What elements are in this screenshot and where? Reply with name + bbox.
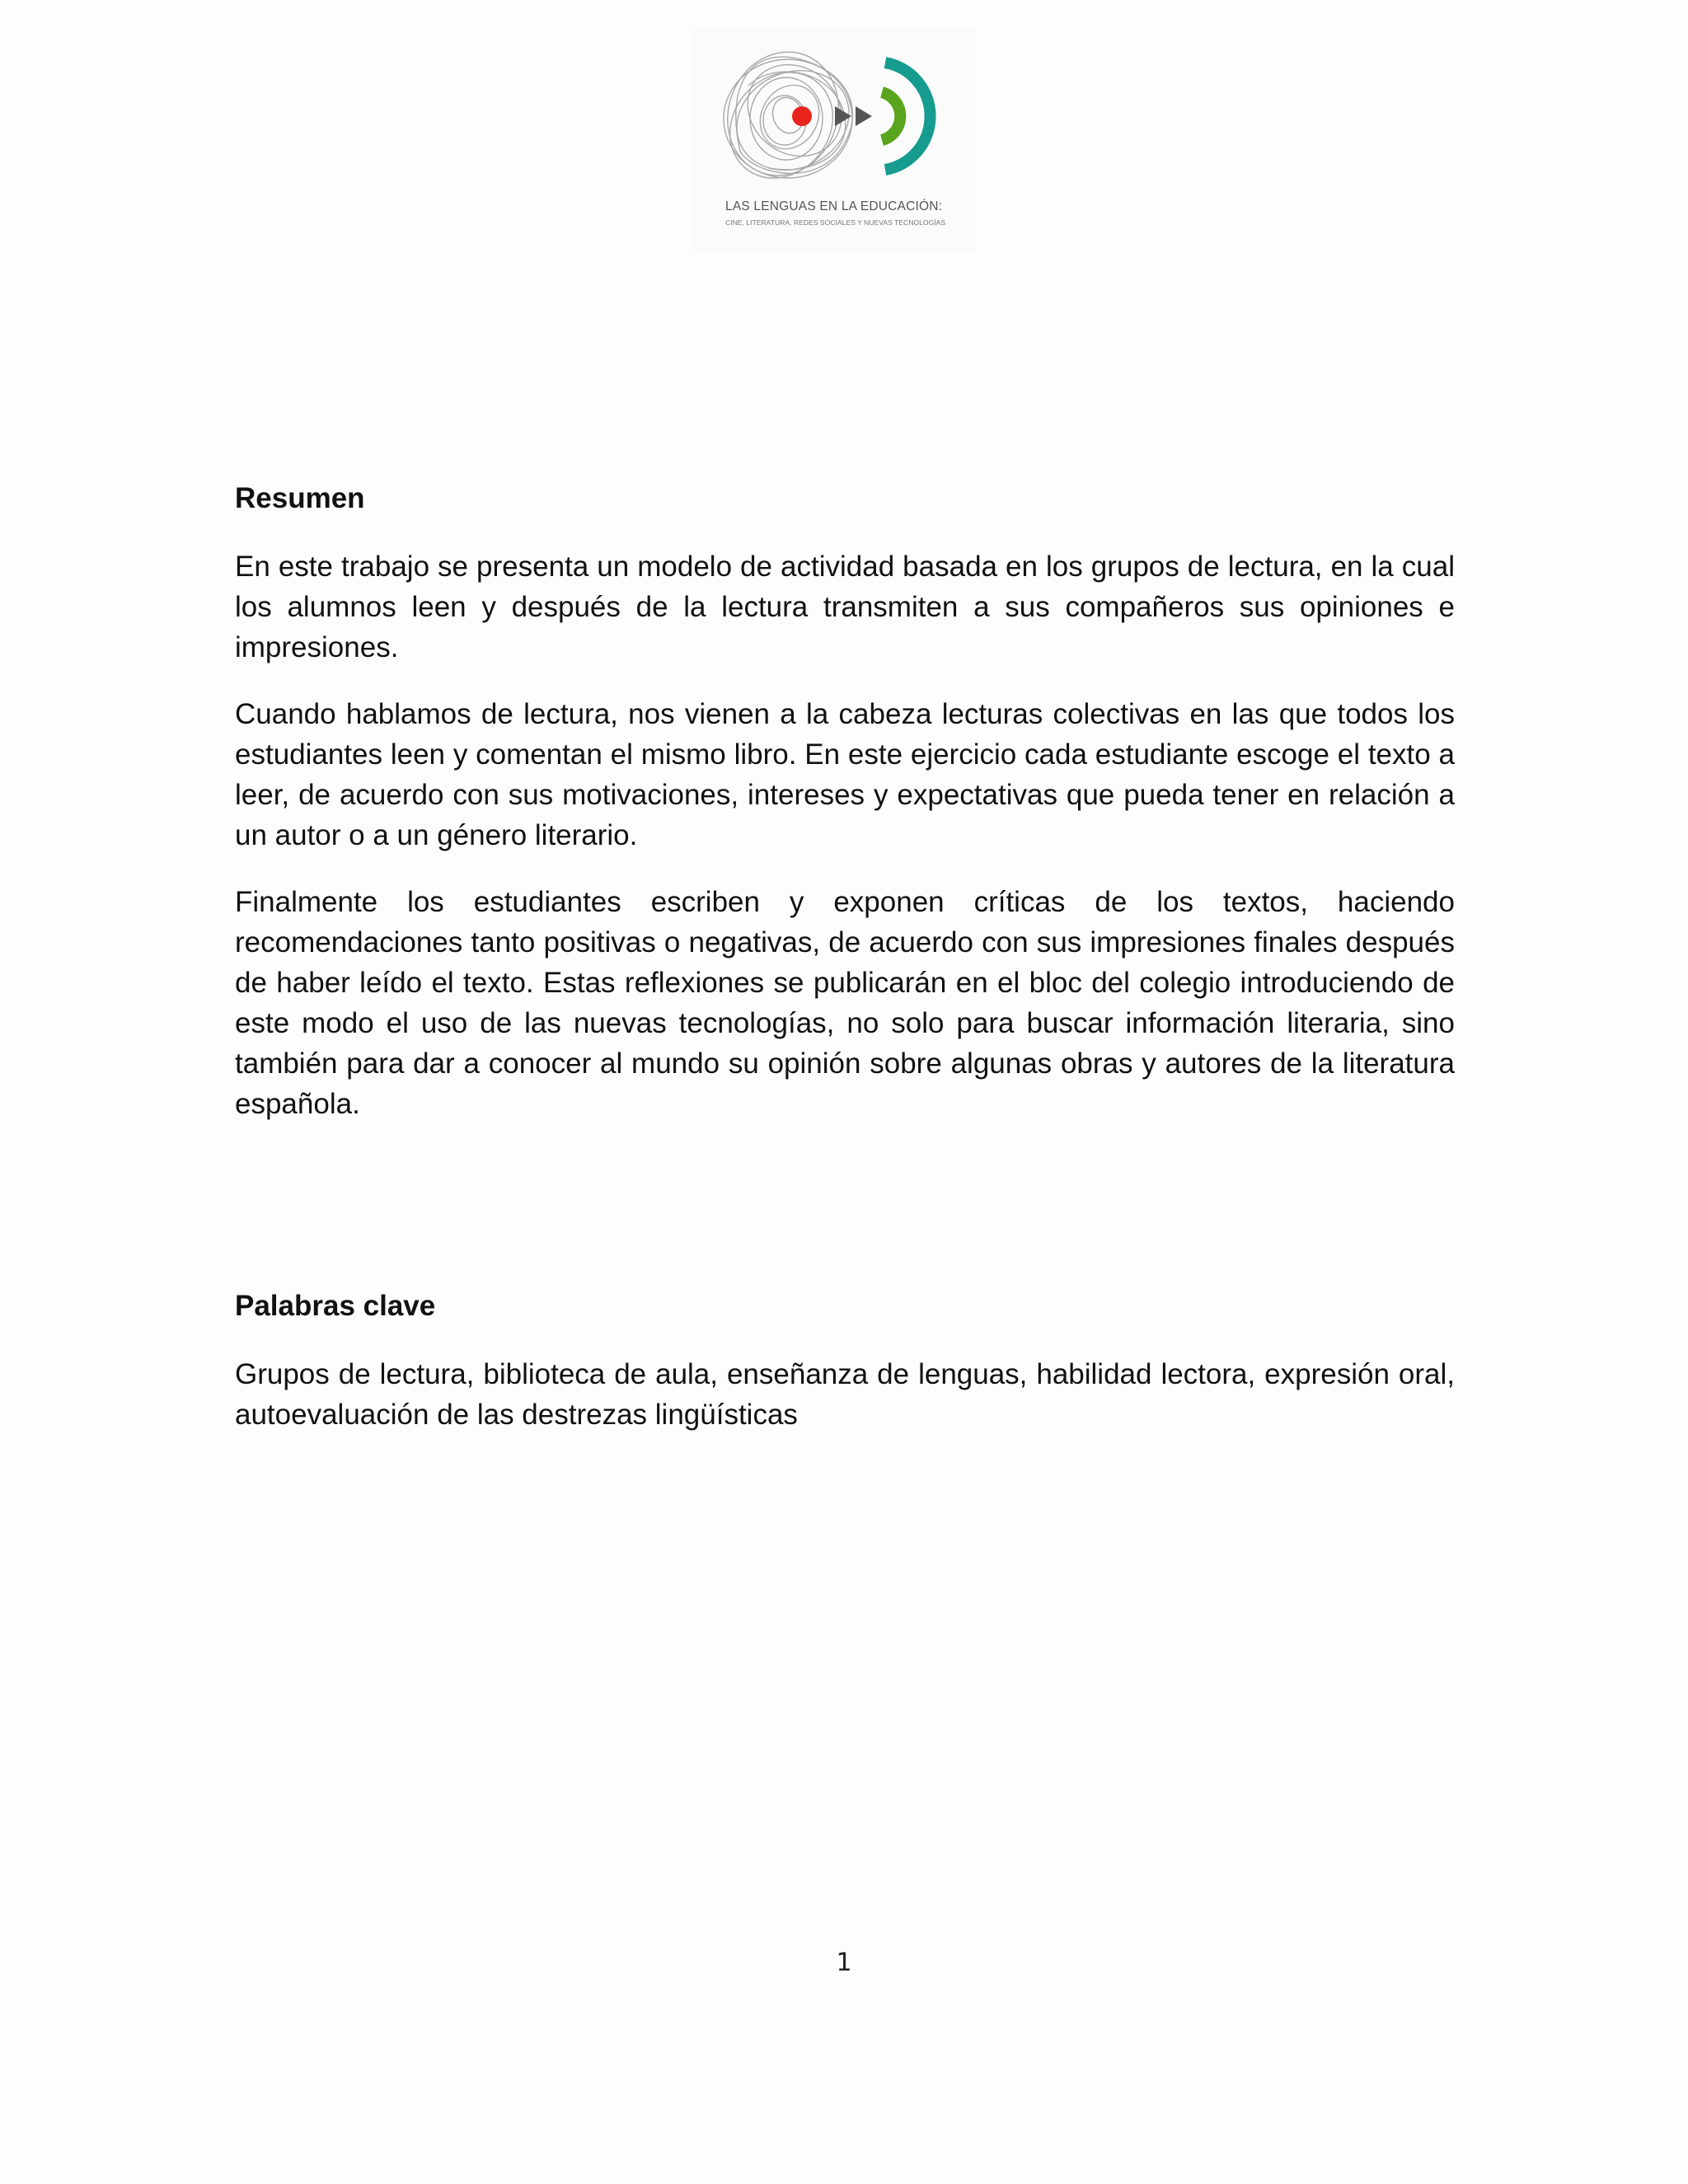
keywords-text: Grupos de lectura, biblioteca de aula, enseñanza de lenguas, habilidad lectora, expresión oral, autoevaluación de las destrezas lingüísticas xyxy=(235,1358,1455,1431)
keywords-heading: Palabras clave xyxy=(235,1290,436,1322)
green-arc-icon xyxy=(882,92,900,140)
conference-logo xyxy=(691,28,976,252)
play-arrow-icon xyxy=(856,106,872,126)
teal-arc-icon xyxy=(885,63,931,170)
logo-graphic xyxy=(691,28,976,193)
abstract-heading: Resumen xyxy=(235,482,365,514)
abstract-paragraph-2: Cuando hablamos de lectura, nos vienen a la cabeza lecturas colectivas en las que todos los estudiantes leen y comentan el mismo libro. En este ejercicio cada estudiante escoge el texto a leer, de acuerdo con sus motivaciones, intereses y expectativas que pueda tener en relación a un autor o a un género literario. xyxy=(235,698,1455,851)
abstract-paragraph-3: Finalmente los estudiantes escriben y exponen críticas de los textos, haciendo recomendaciones tanto positivas o negativas, de acuerdo con sus impresiones finales después de haber leído el texto. Estas reflexiones se publicarán en el bloc del colegio introduciendo de este modo el uso de las nuevas tecnologías, no solo para buscar información literaria, sino también para dar a conocer al mundo su opinión sobre algunas obras y autores de la literatura española. xyxy=(235,886,1455,1120)
logo-title: LAS LENGUAS EN LA EDUCACIÓN: xyxy=(725,199,943,213)
abstract-paragraph-1: En este trabajo se presenta un modelo de actividad basada en los grupos de lectura, en la cual los alumnos leen y después de la lectura transmiten a sus compañeros sus opiniones e impresiones. xyxy=(235,551,1455,663)
logo-subtitle: CINE, LITERATURA, REDES SOCIALES Y NUEVAS TECNOLOGÍAS xyxy=(725,218,946,227)
red-dot-icon xyxy=(792,106,812,126)
page-number: 1 xyxy=(836,1948,852,1977)
